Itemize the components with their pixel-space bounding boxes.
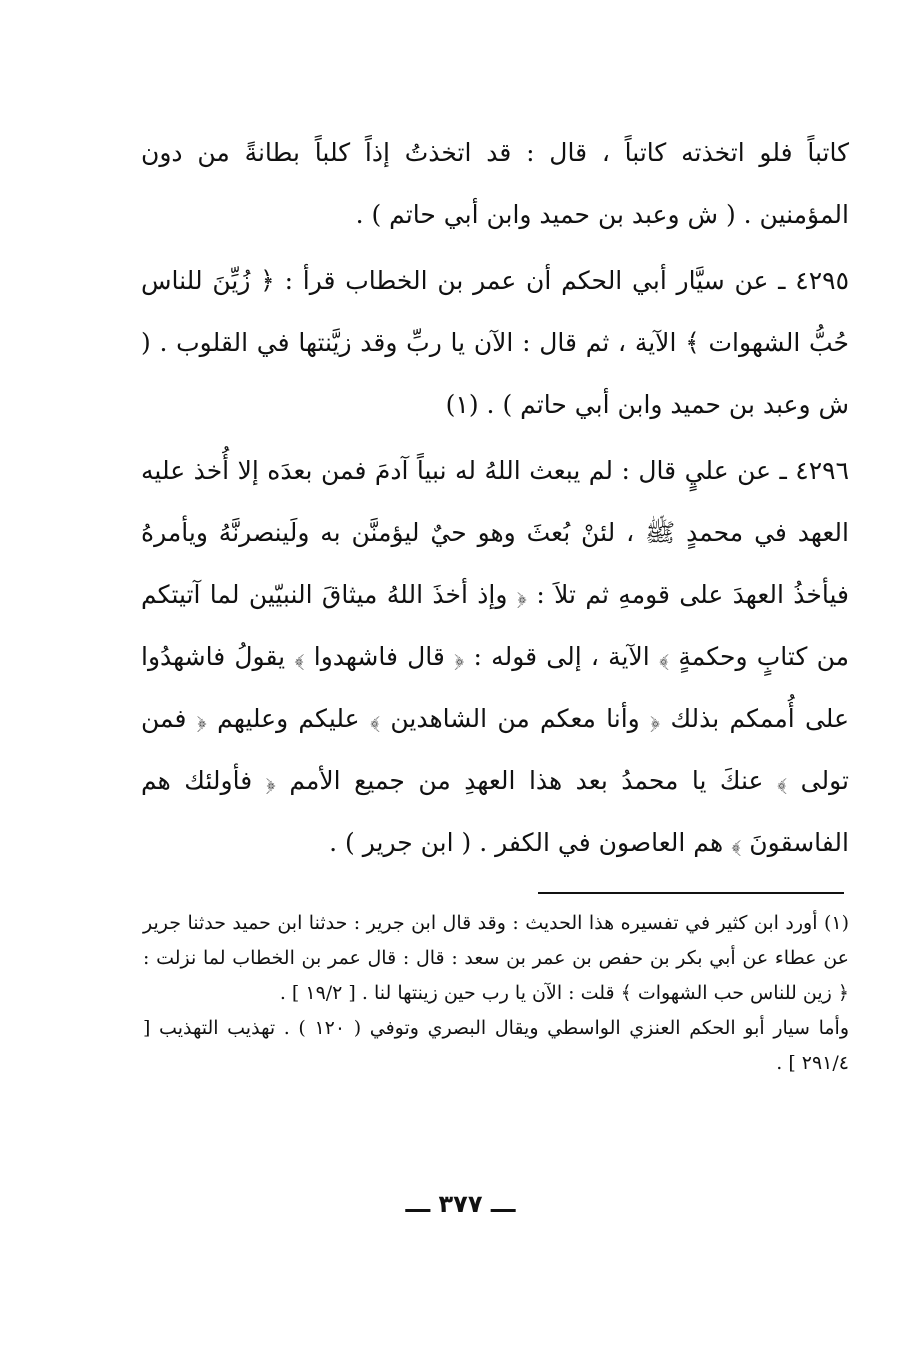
paragraph-continuation: كاتباً فلو اتخذته كاتباً ، قال : قد اتخذتُ إذاً كلباً بطانةً من دون المؤمنين . ( ش وعبد بن حميد وابن أبي حاتم ) . bbox=[141, 138, 849, 229]
paragraph-hadith-4296: ٤٢٩٦ ـ عن عليٍ قال : لم يبعث اللهُ له نبياً آدمَ فمن بعدَه إلا أُخذ عليه العهد في محمدٍ ﷺ ، لئنْ بُعثَ وهو حيٌ ليؤمنَّن به ولَينصرنَّهُ ويأمرهُ فيأخذُ العهدَ على قومهِ ثم تلاَ : ﴿ وإذ أخذَ اللهُ ميثاقَ النبيّين لما آتيتكم من كتابٍ وحكمةٍ ﴾ الآية ، إلى قوله : ﴿ قال فاشهدوا ﴾ يقولُ فاشهدُوا على أُممكم بذلك ﴿ وأنا معكم من الشاهدين ﴾ عليكم وعليهم ﴿ فمن تولى ﴾ عنكَ يا محمدُ بعد هذا العهدِ من جميع الأمم ﴿ فأولئك هم الفاسقونَ ﴾ هم العاصون في الكفر . ( ابن جرير ) . bbox=[141, 456, 849, 857]
footnote-divider bbox=[538, 892, 844, 894]
paragraph-hadith-4295: ٤٢٩٥ ـ عن سيَّار أبي الحكم أن عمر بن الخطاب قرأ : ﴿ زُيِّنَ للناس حُبُّ الشهوات ﴾ الآية ، ثم قال : الآن يا ربِّ وقد زيَّنتها في القلوب . ( ش وعبد بن حميد وابن أبي حاتم ) . (١) bbox=[141, 266, 849, 419]
page-number: ـــ ٣٧٧ ـــ bbox=[405, 1190, 516, 1218]
footnotes-section bbox=[143, 906, 849, 1081]
footnote-1: (١) أورد ابن كثير في تفسيره هذا الحديث : وقد قال ابن جرير : حدثنا ابن حميد حدثنا جرير عن عطاء عن أبي بكر بن حفص بن عمر بن سعد : قال : قال عمر بن الخطاب لما نزلت : ﴿ زين للناس حب الشهوات ﴾ قلت : الآن يا رب حين زينتها لنا . [ ١٩/٢ ] . bbox=[143, 912, 849, 1004]
main-text-body bbox=[141, 122, 849, 874]
footnote-2: وأما سيار أبو الحكم العنزي الواسطي ويقال البصري وتوفي ( ١٢٠ ) . تهذيب التهذيب [ ٢٩١/٤ ] . bbox=[143, 1017, 849, 1074]
